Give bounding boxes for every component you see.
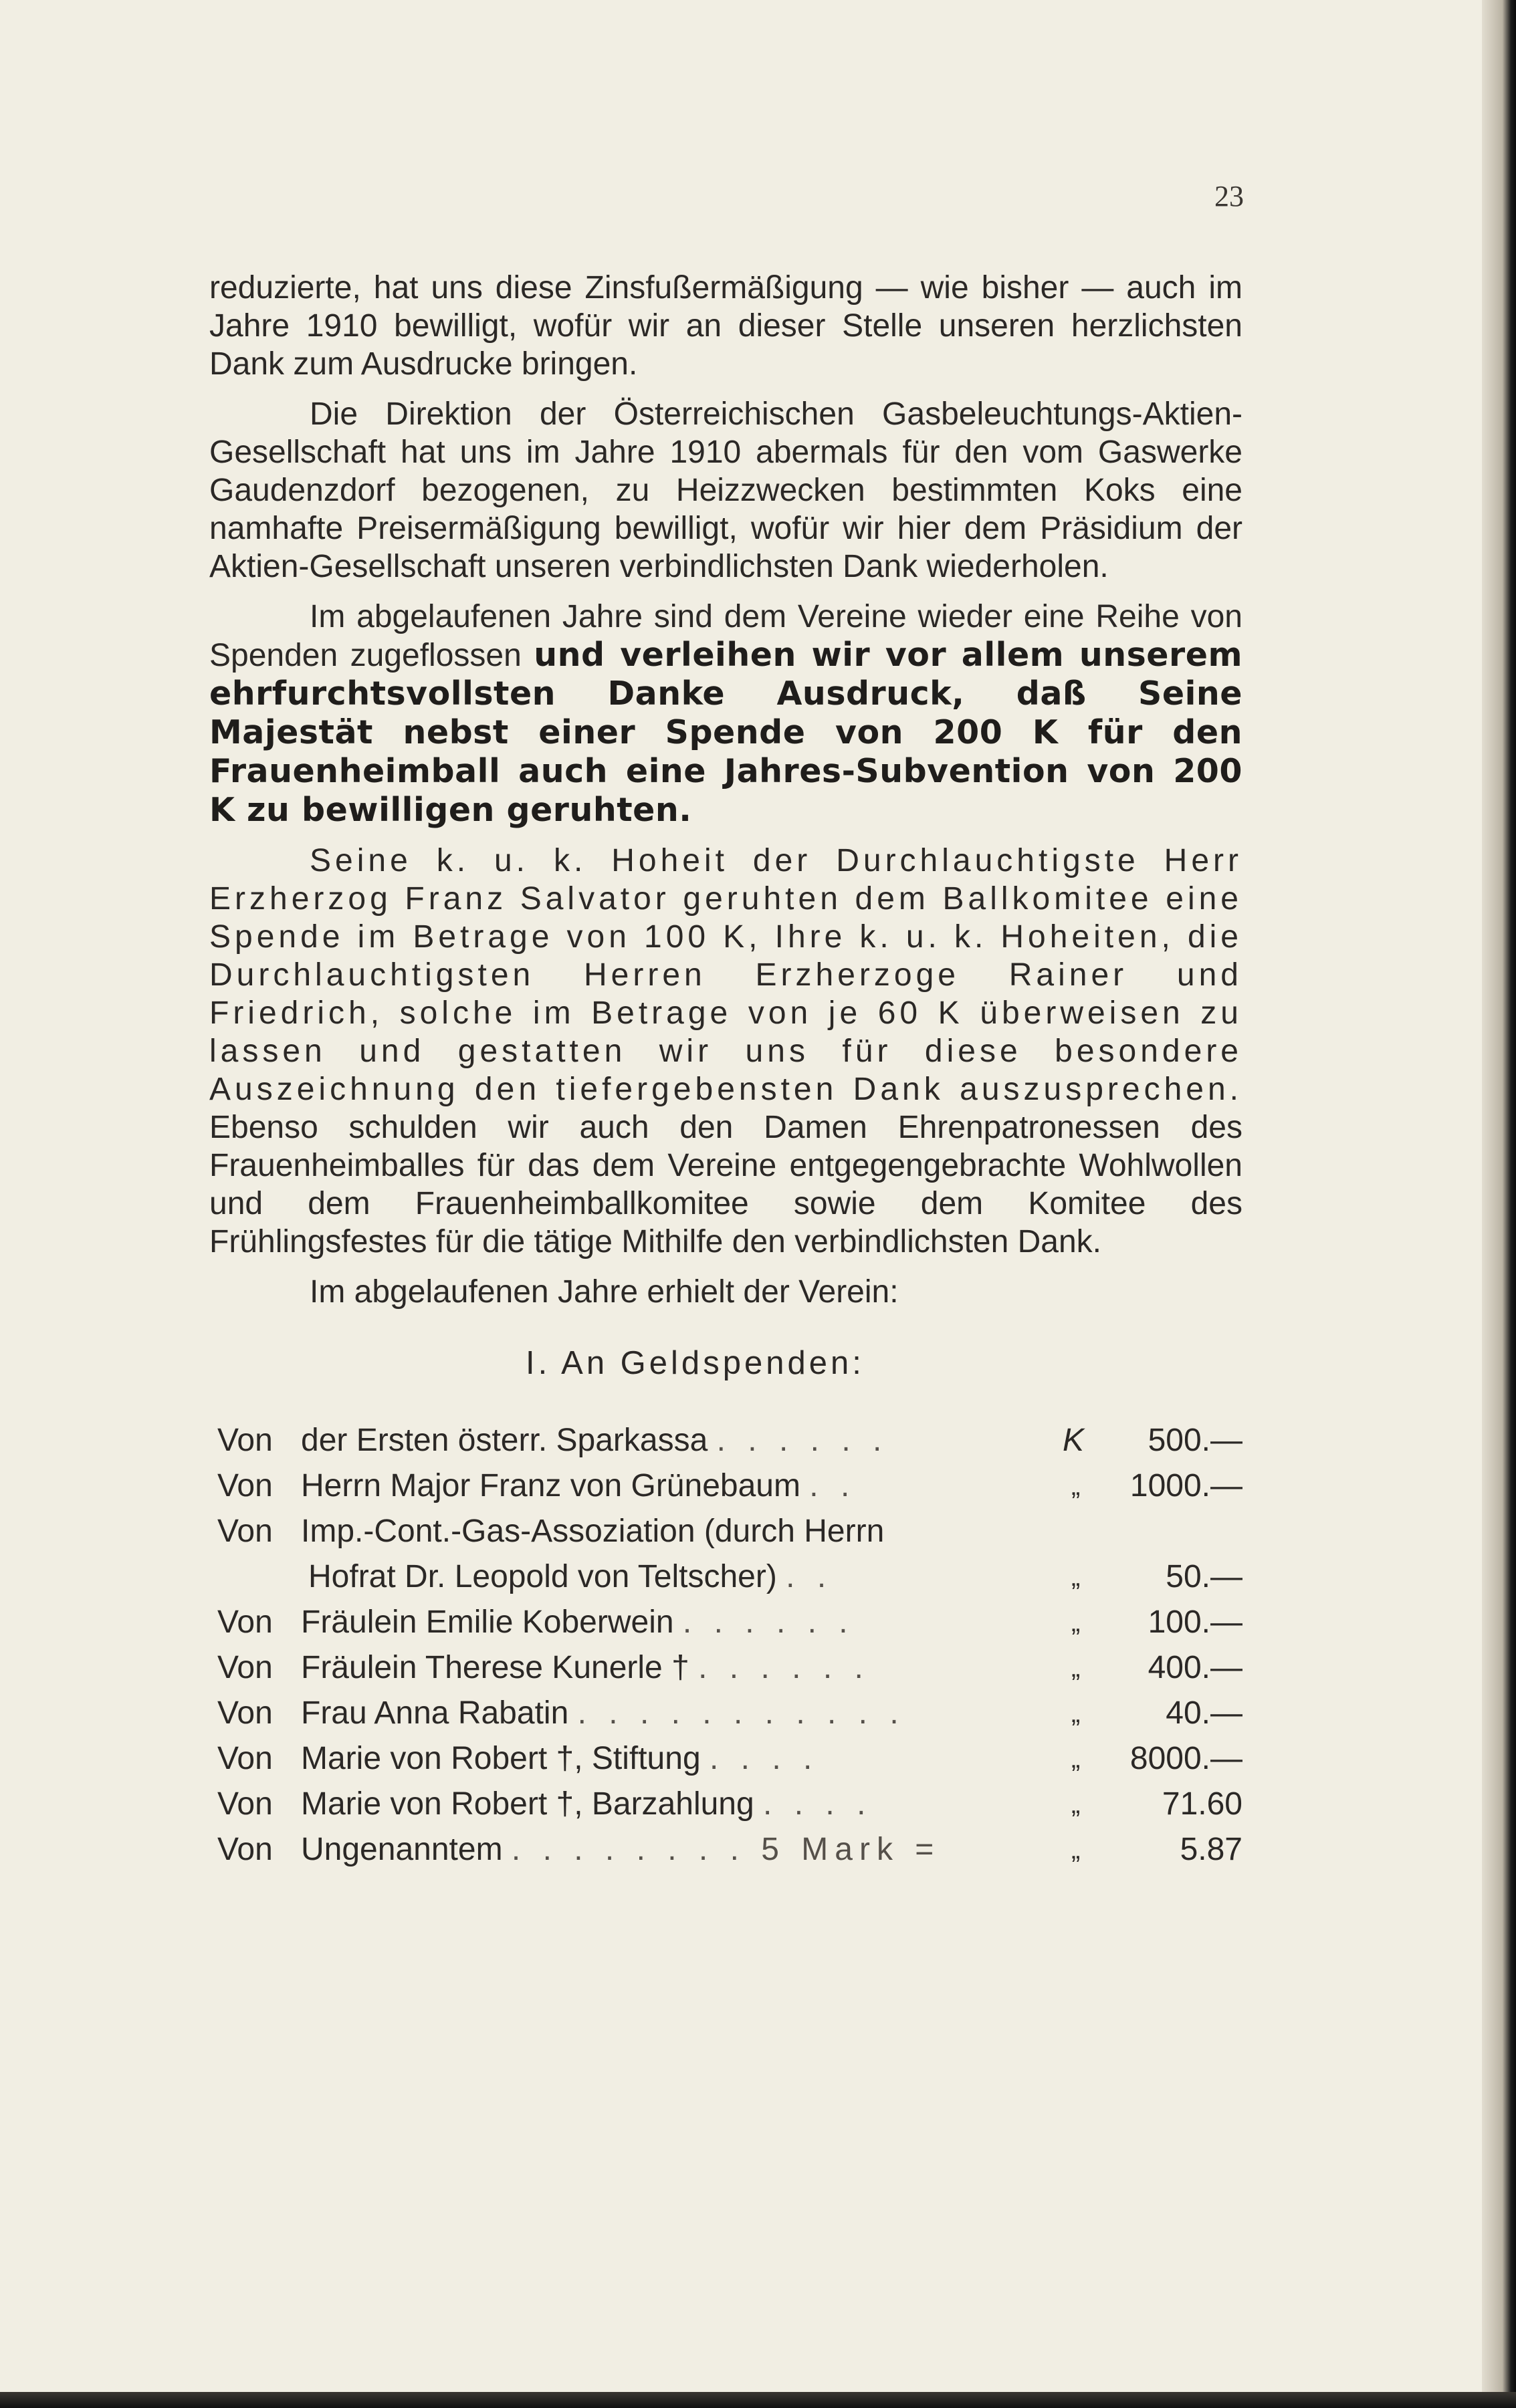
donation-desc [301, 1463, 856, 1509]
donation-currency: „ [1071, 1562, 1081, 1592]
donation-dots: . . . . . . [682, 1604, 855, 1640]
donation-dots: . . . . [763, 1786, 873, 1822]
donation-desc [301, 1418, 888, 1463]
donation-currency: „ [1071, 1608, 1081, 1637]
donation-desc-continued [308, 1554, 833, 1600]
donation-currency: „ [1071, 1653, 1081, 1683]
donation-row [209, 1418, 1242, 1463]
donation-desc [301, 1827, 940, 1873]
donation-currency: „ [1071, 1471, 1081, 1501]
donation-amount: 100.— [1148, 1604, 1242, 1640]
donation-von: Von [217, 1695, 273, 1731]
donation-dots: . . [786, 1559, 833, 1594]
paragraph-4 [209, 842, 1242, 1261]
donation-row [209, 1509, 1242, 1600]
donation-von: Von [217, 1741, 273, 1776]
donation-currency: „ [1071, 1790, 1081, 1819]
donation-list [209, 1418, 1242, 1873]
donation-desc-text: Fräulein Therese Kunerle † [301, 1650, 689, 1685]
donation-amount: 5.87 [1180, 1832, 1242, 1867]
donation-dots: . . . . . . [716, 1423, 889, 1458]
donation-dots: . . . . . . [698, 1650, 870, 1685]
donation-desc [301, 1782, 872, 1827]
donation-currency: „ [1071, 1835, 1081, 1864]
donation-von: Von [217, 1604, 273, 1640]
donation-amount: 400.— [1148, 1650, 1242, 1685]
donation-amount: 71.60 [1162, 1786, 1242, 1822]
donation-von: Von [217, 1514, 273, 1549]
donation-row [209, 1645, 1242, 1691]
book-edge-right [1482, 0, 1516, 2408]
donation-dots: . . . . [709, 1741, 819, 1776]
paragraph-2: Die Direktion der Österreichischen Gasbeleuchtungs-Aktien-Gesellschaft hat uns im Jahre 1910 abermals für den vom Gaswerke Gaudenzdorf bezogenen, zu Heizzwecken bestimmten Koks eine namhafte Preisermäßigung bewilligt, wofür wir hier dem Präsidium der Aktien-Gesellschaft unseren verbindlichsten Dank wiederholen. [209, 396, 1242, 584]
page-number: 23 [1214, 180, 1244, 213]
donation-dots: . . . . . . . . . . . [577, 1695, 905, 1731]
donation-von: Von [217, 1786, 273, 1822]
donation-amount: 500.— [1148, 1423, 1242, 1458]
paragraph-4-normal: Ebenso schulden wir auch den Damen Ehrenpatronessen des Frauenheimballes für das dem Vereine entgegengebrachte Wohlwollen und dem Frauenheimballkomitee sowie dem Komitee des Frühlingsfestes für die tätige Mithilfe den verbindlichsten Dank. [209, 1110, 1242, 1259]
paragraph-5: Im abgelaufenen Jahre erhielt der Verein: [310, 1274, 899, 1310]
paragraph-3 [209, 598, 1242, 830]
donation-desc-text: der Ersten österr. Sparkassa [301, 1423, 708, 1458]
donation-dots: . . [809, 1468, 857, 1503]
donation-row [209, 1691, 1242, 1736]
body-text [209, 269, 1242, 1873]
donation-desc [301, 1600, 855, 1645]
donation-desc [301, 1736, 819, 1782]
paragraph-3-normal: Im abgelaufenen Jahre sind dem Vereine wieder eine Reihe von Spenden zugeflossen [209, 599, 1242, 673]
donation-dots: . . . . . . . . 5 Mark = [511, 1832, 941, 1867]
paragraph-3-bold: und verleihen wir vor allem unserem ehrfurchtsvollsten Danke Ausdruck, daß Seine Majestät nebst einer Spende von 200 K für den Frauenheimball auch eine Jahres-Subvention von 200 K zu bewilligen geruhten. [209, 636, 1242, 829]
donation-amount: 40.— [1166, 1695, 1242, 1731]
donation-row [209, 1463, 1242, 1509]
donation-desc-text: Fräulein Emilie Koberwein [301, 1604, 674, 1640]
donation-von: Von [217, 1468, 273, 1503]
donation-amount: 1000.— [1129, 1468, 1242, 1503]
donation-desc-text: Hofrat Dr. Leopold von Teltscher) [308, 1559, 777, 1594]
donation-row [209, 1736, 1242, 1782]
donation-row [209, 1600, 1242, 1645]
donation-desc-text: Ungenanntem [301, 1832, 503, 1867]
donation-desc: Imp.-Cont.-Gas-Assoziation (durch Herrn [301, 1514, 885, 1549]
donation-von: Von [217, 1423, 273, 1458]
donation-desc-text: Herrn Major Franz von Grünebaum [301, 1468, 800, 1503]
donation-von: Von [217, 1650, 273, 1685]
donation-currency: K [1063, 1423, 1085, 1458]
book-edge-bottom [0, 2392, 1516, 2408]
donation-desc-text: Marie von Robert †, Barzahlung [301, 1786, 754, 1822]
donation-currency: „ [1071, 1744, 1081, 1774]
donation-amount: 8000.— [1129, 1741, 1242, 1776]
section-heading: I. An Geldspenden: [526, 1345, 865, 1381]
donation-row [209, 1782, 1242, 1827]
donation-desc-text: Frau Anna Rabatin [301, 1695, 569, 1731]
donation-desc [301, 1645, 870, 1691]
paragraph-4-spaced: Seine k. u. k. Hoheit der Durchlauchtigste Herr Erzherzog Franz Salvator geruhten dem Ballkomitee eine Spende im Betrage von 100 K, Ihre k. u. k. Hoheiten, die Durchlauchtigsten Herren Erzherzoge Rainer und Friedrich, solche im Betrage von je 60 K überweisen zu lassen und gestatten wir uns für diese besondere Auszeichnung den tiefergebensten Dank auszusprechen. [209, 843, 1242, 1107]
paragraph-1: reduzierte, hat uns diese Zinsfußermäßigung — wie bisher — auch im Jahre 1910 bewilligt, wofür wir an dieser Stelle unseren herzlichsten Dank zum Ausdrucke bringen. [209, 270, 1242, 382]
donation-desc [301, 1691, 905, 1736]
donation-row [209, 1827, 1242, 1873]
donation-desc-text: Marie von Robert †, Stiftung [301, 1741, 701, 1776]
donation-von: Von [217, 1832, 273, 1867]
donation-currency: „ [1071, 1699, 1081, 1728]
donation-amount: 50.— [1166, 1559, 1242, 1594]
